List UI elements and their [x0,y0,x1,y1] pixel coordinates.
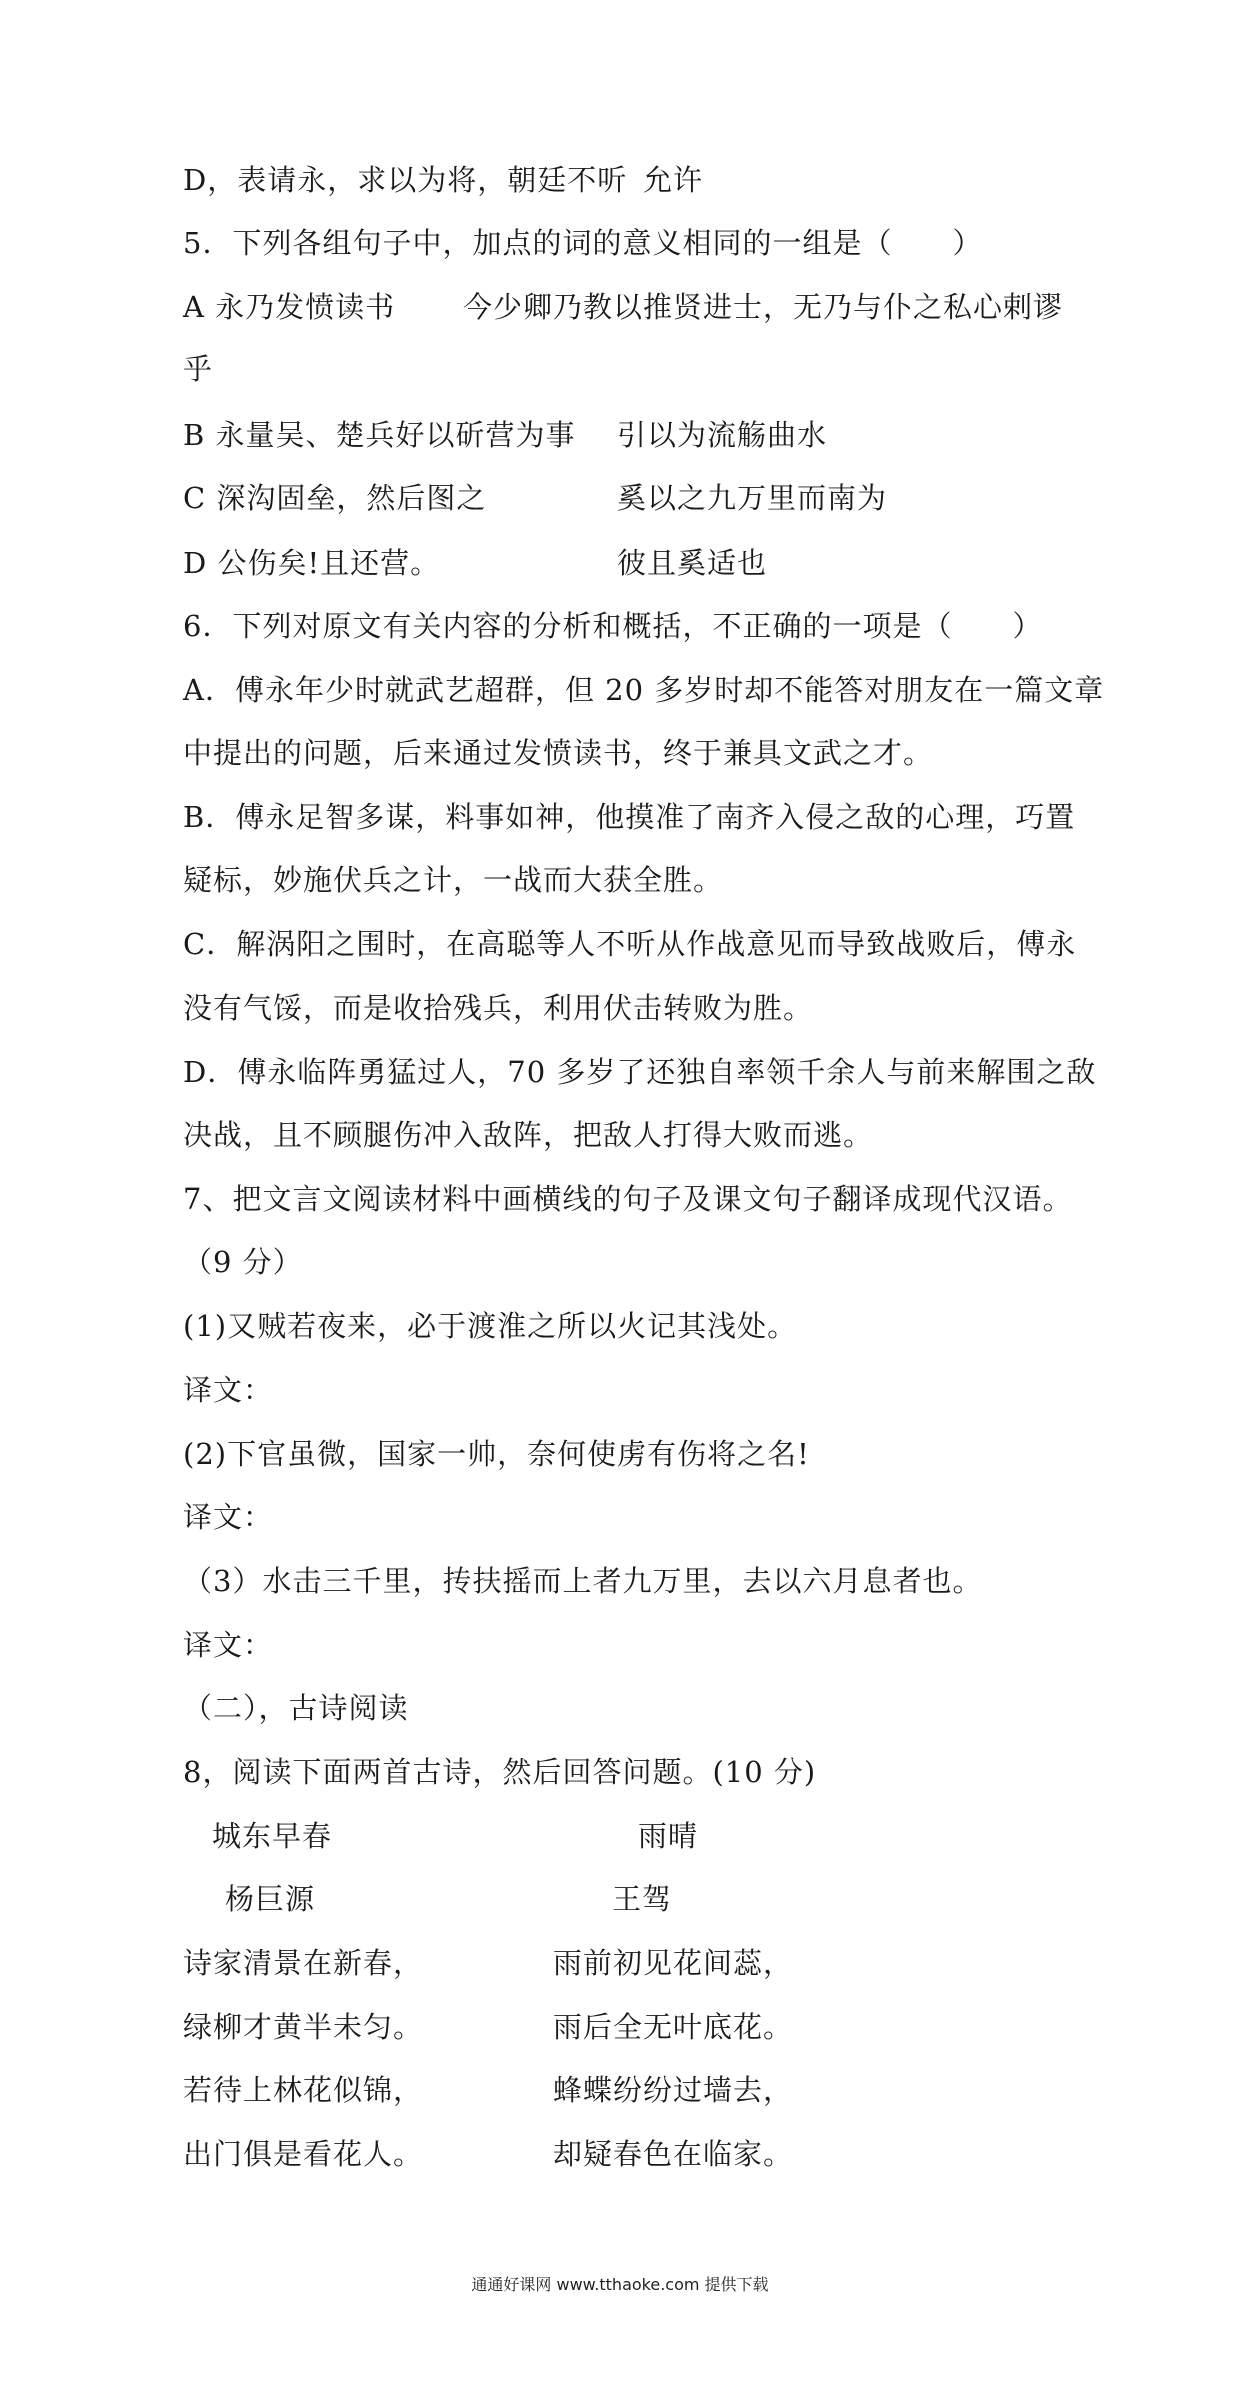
question-6-option-b-line1: B．傅永足智多谋，料事如神，他摸准了南齐入侵之敌的心理，巧置 [183,800,1076,834]
question-5-stem: 5．下列各组句子中，加点的词的意义相同的一组是（ ） [183,226,983,260]
option-b-right: 引以为流觞曲水 [617,418,828,452]
poem-left-author: 杨巨源 [225,1882,316,1916]
option-b-left: B 永量吴、楚兵好以斫营为事 [183,418,576,452]
poem-left-line: 若待上林花似锦， [183,2073,424,2107]
poem-right-line: 雨前初见花间蕊， [553,1946,794,1980]
question-6-option-a-line2: 中提出的问题，后来通过发愤读书，终于兼具文武之才。 [183,736,934,770]
question-7-translation-label-2: 译文： [183,1500,274,1534]
question-5-option-b [183,415,828,455]
poem-left-line: 出门俱是看花人。 [183,2137,424,2171]
question-6-stem: 6．下列对原文有关内容的分析和概括，不正确的一项是（ ） [183,609,1043,643]
option-d-line [183,160,704,200]
poem-right-line: 却疑春色在临家。 [553,2137,794,2171]
question-6-option-d-line2: 决战，且不顾腿伤冲入敌阵，把敌人打得大败而逃。 [183,1118,874,1152]
question-6-option-b-line2: 疑标，妙施伏兵之计，一战而大获全胜。 [183,863,724,897]
poem-right-line: 蜂蝶纷纷过墙去， [553,2073,794,2107]
question-5-option-c [183,478,888,518]
question-7-sentence-3: （3）水击三千里，抟扶摇而上者九万里，去以六月息者也。 [183,1564,983,1598]
question-6-option-c-line1: C．解涡阳之围时，在高聪等人不听从作战意见而导致战败后，傅永 [183,927,1077,961]
option-d-text: D，表请永，求以为将，朝廷不听 [183,163,628,197]
question-7-translation-label-3: 译文： [183,1628,274,1662]
option-d5-right: 彼且奚适也 [617,546,768,580]
poem-right-author: 王驾 [612,1882,673,1916]
poem-left-title: 城东早春 [212,1819,333,1853]
question-5-option-d [183,543,768,583]
question-8-stem: 8，阅读下面两首古诗，然后回答问题。(10 分) [183,1755,817,1789]
question-5-option-a [183,287,1064,327]
option-a-right: 今少卿乃教以推贤进士，无乃与仆之私心剌谬 [463,290,1064,324]
poem-right-title: 雨晴 [638,1819,699,1853]
option-c-left: C 深沟固垒，然后图之 [183,481,487,515]
question-7-score: （9 分） [183,1245,303,1279]
question-6-option-a-line1: A．傅永年少时就武艺超群，但 20 多岁时却不能答对朋友在一篇文章 [183,673,1105,707]
option-c-right: 奚以之九万里而南为 [617,481,888,515]
poem-right-line: 雨后全无叶底花。 [553,2010,794,2044]
question-6-option-d-line1: D．傅永临阵勇猛过人，70 多岁了还独自率领千余人与前来解围之敌 [183,1055,1097,1089]
question-7-sentence-1: (1)又贼若夜来，必于渡淮之所以火记其浅处。 [183,1309,798,1343]
section-2-heading: （二），古诗阅读 [183,1691,409,1725]
question-6-option-c-line2: 没有气馁，而是收拾残兵，利用伏击转败为胜。 [183,991,814,1025]
option-d-gloss: 允许 [643,163,704,197]
option-a-left: A 永乃发愤读书 [183,290,396,324]
poem-left-line: 诗家清景在新春， [183,1946,424,1980]
question-7-sentence-2: (2)下官虽微，国家一帅，奈何使虏有伤将之名! [183,1437,810,1471]
question-7-stem: 7、把文言文阅读材料中画横线的句子及课文句子翻译成现代汉语。 [183,1182,1073,1216]
poem-left-line: 绿柳才黄半未匀。 [183,2010,424,2044]
page-footer: 通通好课网 www.tthaoke.com 提供下载 [471,2275,769,2294]
question-5-option-a-continued: 乎 [183,352,214,386]
option-d5-left: D 公伤矣!且还营。 [183,546,441,580]
question-7-translation-label-1: 译文： [183,1373,274,1407]
